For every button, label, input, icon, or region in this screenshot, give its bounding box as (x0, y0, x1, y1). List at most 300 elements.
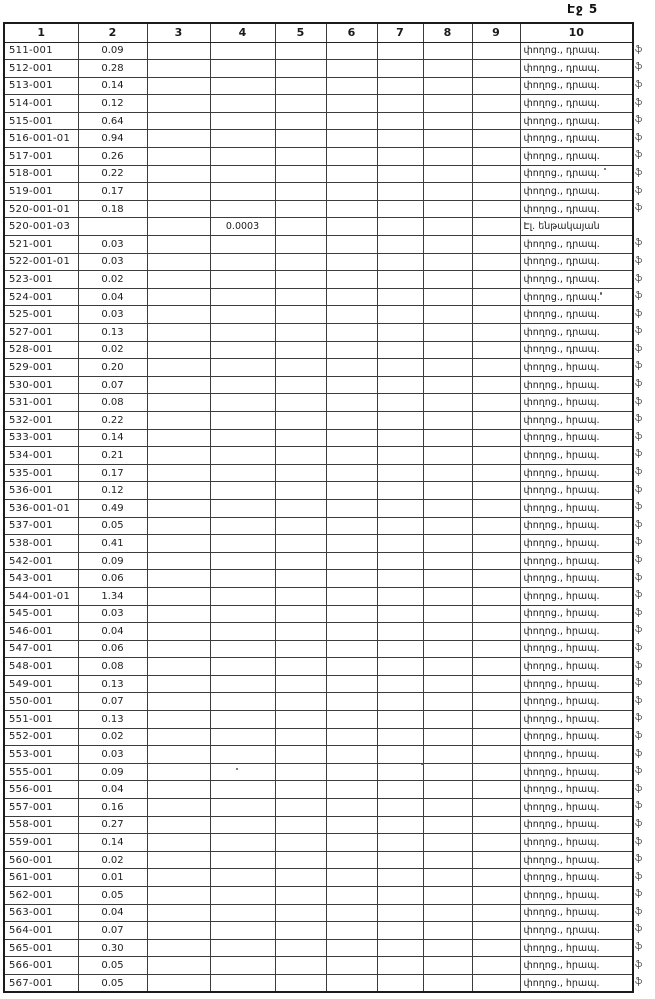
cell-col6 (326, 447, 377, 465)
cell-col3 (147, 640, 210, 658)
cell-col10: փողոց., հրապ. (520, 394, 633, 412)
table-row (4, 623, 633, 641)
table-row (4, 130, 633, 148)
cell-col4 (210, 130, 275, 148)
cell-col10: փողոց., հրապ. (520, 816, 633, 834)
cell-col6 (326, 95, 377, 113)
scan-speck (421, 763, 424, 765)
column-header-6: 6 (326, 23, 377, 42)
cell-col2: 0.09 (78, 42, 147, 60)
margin-mark: ֆ (635, 625, 644, 636)
margin-mark: ֆ (635, 642, 644, 653)
table-row (4, 394, 633, 412)
cell-col9 (472, 693, 520, 711)
cell-col5 (275, 623, 326, 641)
margin-mark: ֆ (635, 308, 644, 319)
cell-col1: 567-001 (4, 974, 78, 992)
cell-col10: փողոց., դրապ. (520, 60, 633, 78)
cell-col10: փողոց., հրապ. (520, 587, 633, 605)
cell-col4 (210, 499, 275, 517)
cell-col5 (275, 60, 326, 78)
cell-col4 (210, 851, 275, 869)
cell-col2: 0.08 (78, 658, 147, 676)
cell-col8 (423, 165, 472, 183)
cell-col6 (326, 887, 377, 905)
table-row (4, 869, 633, 887)
cell-col2: 0.94 (78, 130, 147, 148)
cell-col9 (472, 165, 520, 183)
cell-col7 (377, 887, 423, 905)
cell-col7 (377, 535, 423, 553)
cell-col7 (377, 482, 423, 500)
cell-col7 (377, 922, 423, 940)
margin-mark: ֆ (635, 449, 644, 460)
cell-col10: փողոց., դրապ. (520, 42, 633, 60)
cell-col7 (377, 306, 423, 324)
cell-col3 (147, 394, 210, 412)
cell-col9 (472, 711, 520, 729)
cell-col6 (326, 271, 377, 289)
cell-col7 (377, 658, 423, 676)
cell-col5 (275, 341, 326, 359)
scan-speck (604, 168, 606, 170)
cell-col1: 525-001 (4, 306, 78, 324)
cell-col7 (377, 447, 423, 465)
cell-col4 (210, 183, 275, 201)
cell-col1: 533-001 (4, 429, 78, 447)
cell-col7 (377, 253, 423, 271)
cell-col4 (210, 447, 275, 465)
cell-col2: 0.03 (78, 253, 147, 271)
cell-col6 (326, 200, 377, 218)
cell-col10: փողոց., դրապ. (520, 306, 633, 324)
cell-col7 (377, 95, 423, 113)
cell-col7 (377, 324, 423, 342)
table-row (4, 851, 633, 869)
cell-col6 (326, 763, 377, 781)
cell-col8 (423, 957, 472, 975)
cell-col8 (423, 623, 472, 641)
cell-col5 (275, 658, 326, 676)
margin-mark: ֆ (635, 273, 644, 284)
cell-col8 (423, 922, 472, 940)
table-row (4, 904, 633, 922)
cell-col7 (377, 711, 423, 729)
cell-col1: 516-001-01 (4, 130, 78, 148)
cell-col9 (472, 253, 520, 271)
scan-speck (236, 768, 238, 770)
cell-col2: 0.12 (78, 482, 147, 500)
margin-mark: ֆ (635, 783, 644, 794)
table-row (4, 200, 633, 218)
cell-col5 (275, 394, 326, 412)
cell-col1: 556-001 (4, 781, 78, 799)
cell-col3 (147, 447, 210, 465)
table-row (4, 165, 633, 183)
cell-col1: 543-001 (4, 570, 78, 588)
cell-col9 (472, 341, 520, 359)
cell-col6 (326, 851, 377, 869)
cell-col2: 0.12 (78, 95, 147, 113)
cell-col3 (147, 499, 210, 517)
cell-col5 (275, 464, 326, 482)
table-row (4, 411, 633, 429)
cell-col3 (147, 324, 210, 342)
cell-col4 (210, 429, 275, 447)
cell-col6 (326, 922, 377, 940)
cell-col2: 0.08 (78, 394, 147, 412)
cell-col6 (326, 834, 377, 852)
margin-mark: ֆ (635, 748, 644, 759)
cell-col6 (326, 288, 377, 306)
margin-mark: ֆ (635, 590, 644, 601)
cell-col9 (472, 728, 520, 746)
cell-col1: 542-001 (4, 552, 78, 570)
cell-col5 (275, 763, 326, 781)
cell-col10: փողոց., հրապ. (520, 693, 633, 711)
cell-col5 (275, 306, 326, 324)
cell-col8 (423, 288, 472, 306)
cell-col8 (423, 341, 472, 359)
table-row (4, 341, 633, 359)
cell-col9 (472, 464, 520, 482)
cell-col5 (275, 499, 326, 517)
cell-col2: 0.21 (78, 447, 147, 465)
cell-col10: փողոց., հրապ. (520, 535, 633, 553)
cell-col7 (377, 570, 423, 588)
cell-col3 (147, 253, 210, 271)
margin-mark: ֆ (635, 924, 644, 935)
margin-mark: ֆ (635, 79, 644, 90)
cell-col4 (210, 253, 275, 271)
cell-col8 (423, 236, 472, 254)
cell-col6 (326, 675, 377, 693)
cell-col8 (423, 324, 472, 342)
cell-col1: 514-001 (4, 95, 78, 113)
cell-col10: փողոց., հրապ. (520, 869, 633, 887)
cell-col1: 535-001 (4, 464, 78, 482)
cell-col3 (147, 728, 210, 746)
cell-col7 (377, 341, 423, 359)
cell-col9 (472, 781, 520, 799)
cell-col4 (210, 165, 275, 183)
margin-mark: ֆ (635, 150, 644, 161)
cell-col9 (472, 623, 520, 641)
cell-col1: 546-001 (4, 623, 78, 641)
margin-mark: ֆ (635, 660, 644, 671)
cell-col2: 0.27 (78, 816, 147, 834)
cell-col1: 559-001 (4, 834, 78, 852)
cell-col10: փողոց., հրապ. (520, 623, 633, 641)
cell-col3 (147, 763, 210, 781)
margin-mark: ֆ (635, 379, 644, 390)
cell-col4 (210, 112, 275, 130)
cell-col3 (147, 130, 210, 148)
cell-col10: փողոց., հրապ. (520, 728, 633, 746)
cell-col3 (147, 271, 210, 289)
table-row (4, 728, 633, 746)
cell-col3 (147, 957, 210, 975)
cell-col9 (472, 200, 520, 218)
table-row (4, 939, 633, 957)
cell-col6 (326, 658, 377, 676)
cell-col9 (472, 394, 520, 412)
cell-col10: փողոց., դրապ. (520, 288, 633, 306)
cell-col9 (472, 816, 520, 834)
cell-col2: 0.02 (78, 728, 147, 746)
cell-col7 (377, 728, 423, 746)
margin-mark: ֆ (635, 238, 644, 249)
cell-col6 (326, 341, 377, 359)
cell-col7 (377, 42, 423, 60)
cell-col10: փողոց., հրապ. (520, 746, 633, 764)
column-header-2: 2 (78, 23, 147, 42)
cell-col10: փողոց., հրապ. (520, 974, 633, 992)
cell-col7 (377, 605, 423, 623)
table-row (4, 183, 633, 201)
cell-col10: փողոց., հրապ. (520, 957, 633, 975)
cell-col2: 0.17 (78, 183, 147, 201)
cell-col1: 528-001 (4, 341, 78, 359)
cell-col2: 0.18 (78, 200, 147, 218)
table-row (4, 535, 633, 553)
cell-col9 (472, 869, 520, 887)
cell-col5 (275, 904, 326, 922)
cell-col9 (472, 887, 520, 905)
cell-col4 (210, 658, 275, 676)
table-row (4, 605, 633, 623)
cell-col8 (423, 816, 472, 834)
cell-col6 (326, 112, 377, 130)
cell-col5 (275, 200, 326, 218)
cell-col10: փողոց., դրապ. (520, 148, 633, 166)
margin-mark: ֆ (635, 291, 644, 302)
cell-col6 (326, 165, 377, 183)
cell-col8 (423, 429, 472, 447)
table-row (4, 781, 633, 799)
cell-col2: 0.28 (78, 60, 147, 78)
column-header-10: 10 (520, 23, 633, 42)
cell-col1: 513-001 (4, 77, 78, 95)
cell-col4 (210, 974, 275, 992)
cell-col1: 536-001-01 (4, 499, 78, 517)
cell-col9 (472, 552, 520, 570)
table-row (4, 746, 633, 764)
cell-col4 (210, 605, 275, 623)
cell-col7 (377, 271, 423, 289)
table-row (4, 552, 633, 570)
cell-col1: 558-001 (4, 816, 78, 834)
table-row (4, 711, 633, 729)
cell-col9 (472, 429, 520, 447)
margin-mark: ֆ (635, 713, 644, 724)
cell-col8 (423, 887, 472, 905)
cell-col3 (147, 851, 210, 869)
cell-col9 (472, 236, 520, 254)
cell-col1: 532-001 (4, 411, 78, 429)
column-header-4: 4 (210, 23, 275, 42)
cell-col5 (275, 218, 326, 236)
cell-col8 (423, 587, 472, 605)
cell-col5 (275, 728, 326, 746)
margin-mark: ֆ (635, 431, 644, 442)
cell-col6 (326, 552, 377, 570)
cell-col9 (472, 271, 520, 289)
cell-col4 (210, 200, 275, 218)
table-row (4, 957, 633, 975)
cell-col8 (423, 763, 472, 781)
table-row (4, 306, 633, 324)
cell-col8 (423, 904, 472, 922)
cell-col10: փողոց., դրապ. (520, 236, 633, 254)
cell-col4 (210, 728, 275, 746)
cell-col10: փողոց., հրապ. (520, 939, 633, 957)
margin-mark: ֆ (635, 906, 644, 917)
cell-col5 (275, 77, 326, 95)
cell-col6 (326, 130, 377, 148)
cell-col6 (326, 253, 377, 271)
cell-col5 (275, 974, 326, 992)
margin-mark: ֆ (635, 766, 644, 777)
column-header-8: 8 (423, 23, 472, 42)
cell-col2: 0.03 (78, 236, 147, 254)
margin-mark (635, 217, 643, 235)
cell-col1: 537-001 (4, 517, 78, 535)
cell-col3 (147, 482, 210, 500)
cell-col6 (326, 957, 377, 975)
cell-col1: 563-001 (4, 904, 78, 922)
cell-col8 (423, 851, 472, 869)
cell-col10: փողոց., հրապ. (520, 482, 633, 500)
cell-col1: 534-001 (4, 447, 78, 465)
cell-col8 (423, 42, 472, 60)
cell-col6 (326, 535, 377, 553)
cell-col7 (377, 517, 423, 535)
cell-col5 (275, 95, 326, 113)
cell-col5 (275, 746, 326, 764)
cell-col3 (147, 887, 210, 905)
cell-col2: 0.05 (78, 974, 147, 992)
cell-col7 (377, 218, 423, 236)
cell-col3 (147, 183, 210, 201)
cell-col3 (147, 200, 210, 218)
cell-col6 (326, 499, 377, 517)
cell-col9 (472, 288, 520, 306)
cell-col9 (472, 148, 520, 166)
table-row (4, 77, 633, 95)
cell-col10: փողոց., հրապ. (520, 834, 633, 852)
cell-col5 (275, 429, 326, 447)
cell-col4 (210, 640, 275, 658)
cell-col7 (377, 552, 423, 570)
cell-col3 (147, 711, 210, 729)
margin-mark: ֆ (635, 818, 644, 829)
table-row (4, 587, 633, 605)
table-row (4, 570, 633, 588)
cell-col5 (275, 271, 326, 289)
cell-col8 (423, 834, 472, 852)
cell-col1: 555-001 (4, 763, 78, 781)
cell-col2: 0.22 (78, 165, 147, 183)
cell-col4 (210, 957, 275, 975)
cell-col5 (275, 887, 326, 905)
table-row (4, 236, 633, 254)
cell-col2: 0.17 (78, 464, 147, 482)
cell-col7 (377, 623, 423, 641)
cell-col10: փողոց., հրապ. (520, 464, 633, 482)
cell-col6 (326, 42, 377, 60)
cell-col2: 0.04 (78, 623, 147, 641)
cell-col7 (377, 112, 423, 130)
cell-col4 (210, 306, 275, 324)
cell-col10: փողոց., հրապ. (520, 411, 633, 429)
cell-col8 (423, 535, 472, 553)
cell-col5 (275, 517, 326, 535)
cell-col6 (326, 869, 377, 887)
cell-col6 (326, 429, 377, 447)
cell-col7 (377, 587, 423, 605)
cell-col5 (275, 183, 326, 201)
cell-col4 (210, 570, 275, 588)
cell-col2: 0.05 (78, 517, 147, 535)
cell-col5 (275, 799, 326, 817)
cell-col2: 0.22 (78, 411, 147, 429)
cell-col3 (147, 587, 210, 605)
table-row (4, 922, 633, 940)
cell-col3 (147, 95, 210, 113)
cell-col4 (210, 236, 275, 254)
cell-col10: փողոց., հրապ. (520, 570, 633, 588)
cell-col6 (326, 359, 377, 377)
cell-col2: 0.16 (78, 799, 147, 817)
table-row (4, 658, 633, 676)
cell-col3 (147, 411, 210, 429)
table-row (4, 887, 633, 905)
margin-mark: ֆ (635, 167, 644, 178)
margin-mark: ֆ (635, 326, 644, 337)
margin-mark: ֆ (635, 115, 644, 126)
cell-col4 (210, 394, 275, 412)
cell-col9 (472, 42, 520, 60)
table-row (4, 288, 633, 306)
cell-col6 (326, 394, 377, 412)
cell-col10: փողոց., հրապ. (520, 359, 633, 377)
cell-col7 (377, 429, 423, 447)
table-row (4, 112, 633, 130)
cell-col2: 0.20 (78, 359, 147, 377)
cell-col2: 0.07 (78, 376, 147, 394)
table-row (4, 376, 633, 394)
cell-col4 (210, 552, 275, 570)
cell-col8 (423, 376, 472, 394)
cell-col3 (147, 675, 210, 693)
cell-col3 (147, 429, 210, 447)
cell-col7 (377, 693, 423, 711)
table-row (4, 834, 633, 852)
cell-col5 (275, 447, 326, 465)
table-row (4, 60, 633, 78)
cell-col7 (377, 464, 423, 482)
cell-col2: 0.14 (78, 77, 147, 95)
cell-col1: 544-001-01 (4, 587, 78, 605)
cell-col4 (210, 411, 275, 429)
margin-mark: ֆ (635, 801, 644, 812)
cell-col1: 549-001 (4, 675, 78, 693)
cell-col8 (423, 359, 472, 377)
cell-col4 (210, 887, 275, 905)
cell-col10: փողոց., հրապ. (520, 499, 633, 517)
cell-col10: փողոց., հրապ. (520, 851, 633, 869)
